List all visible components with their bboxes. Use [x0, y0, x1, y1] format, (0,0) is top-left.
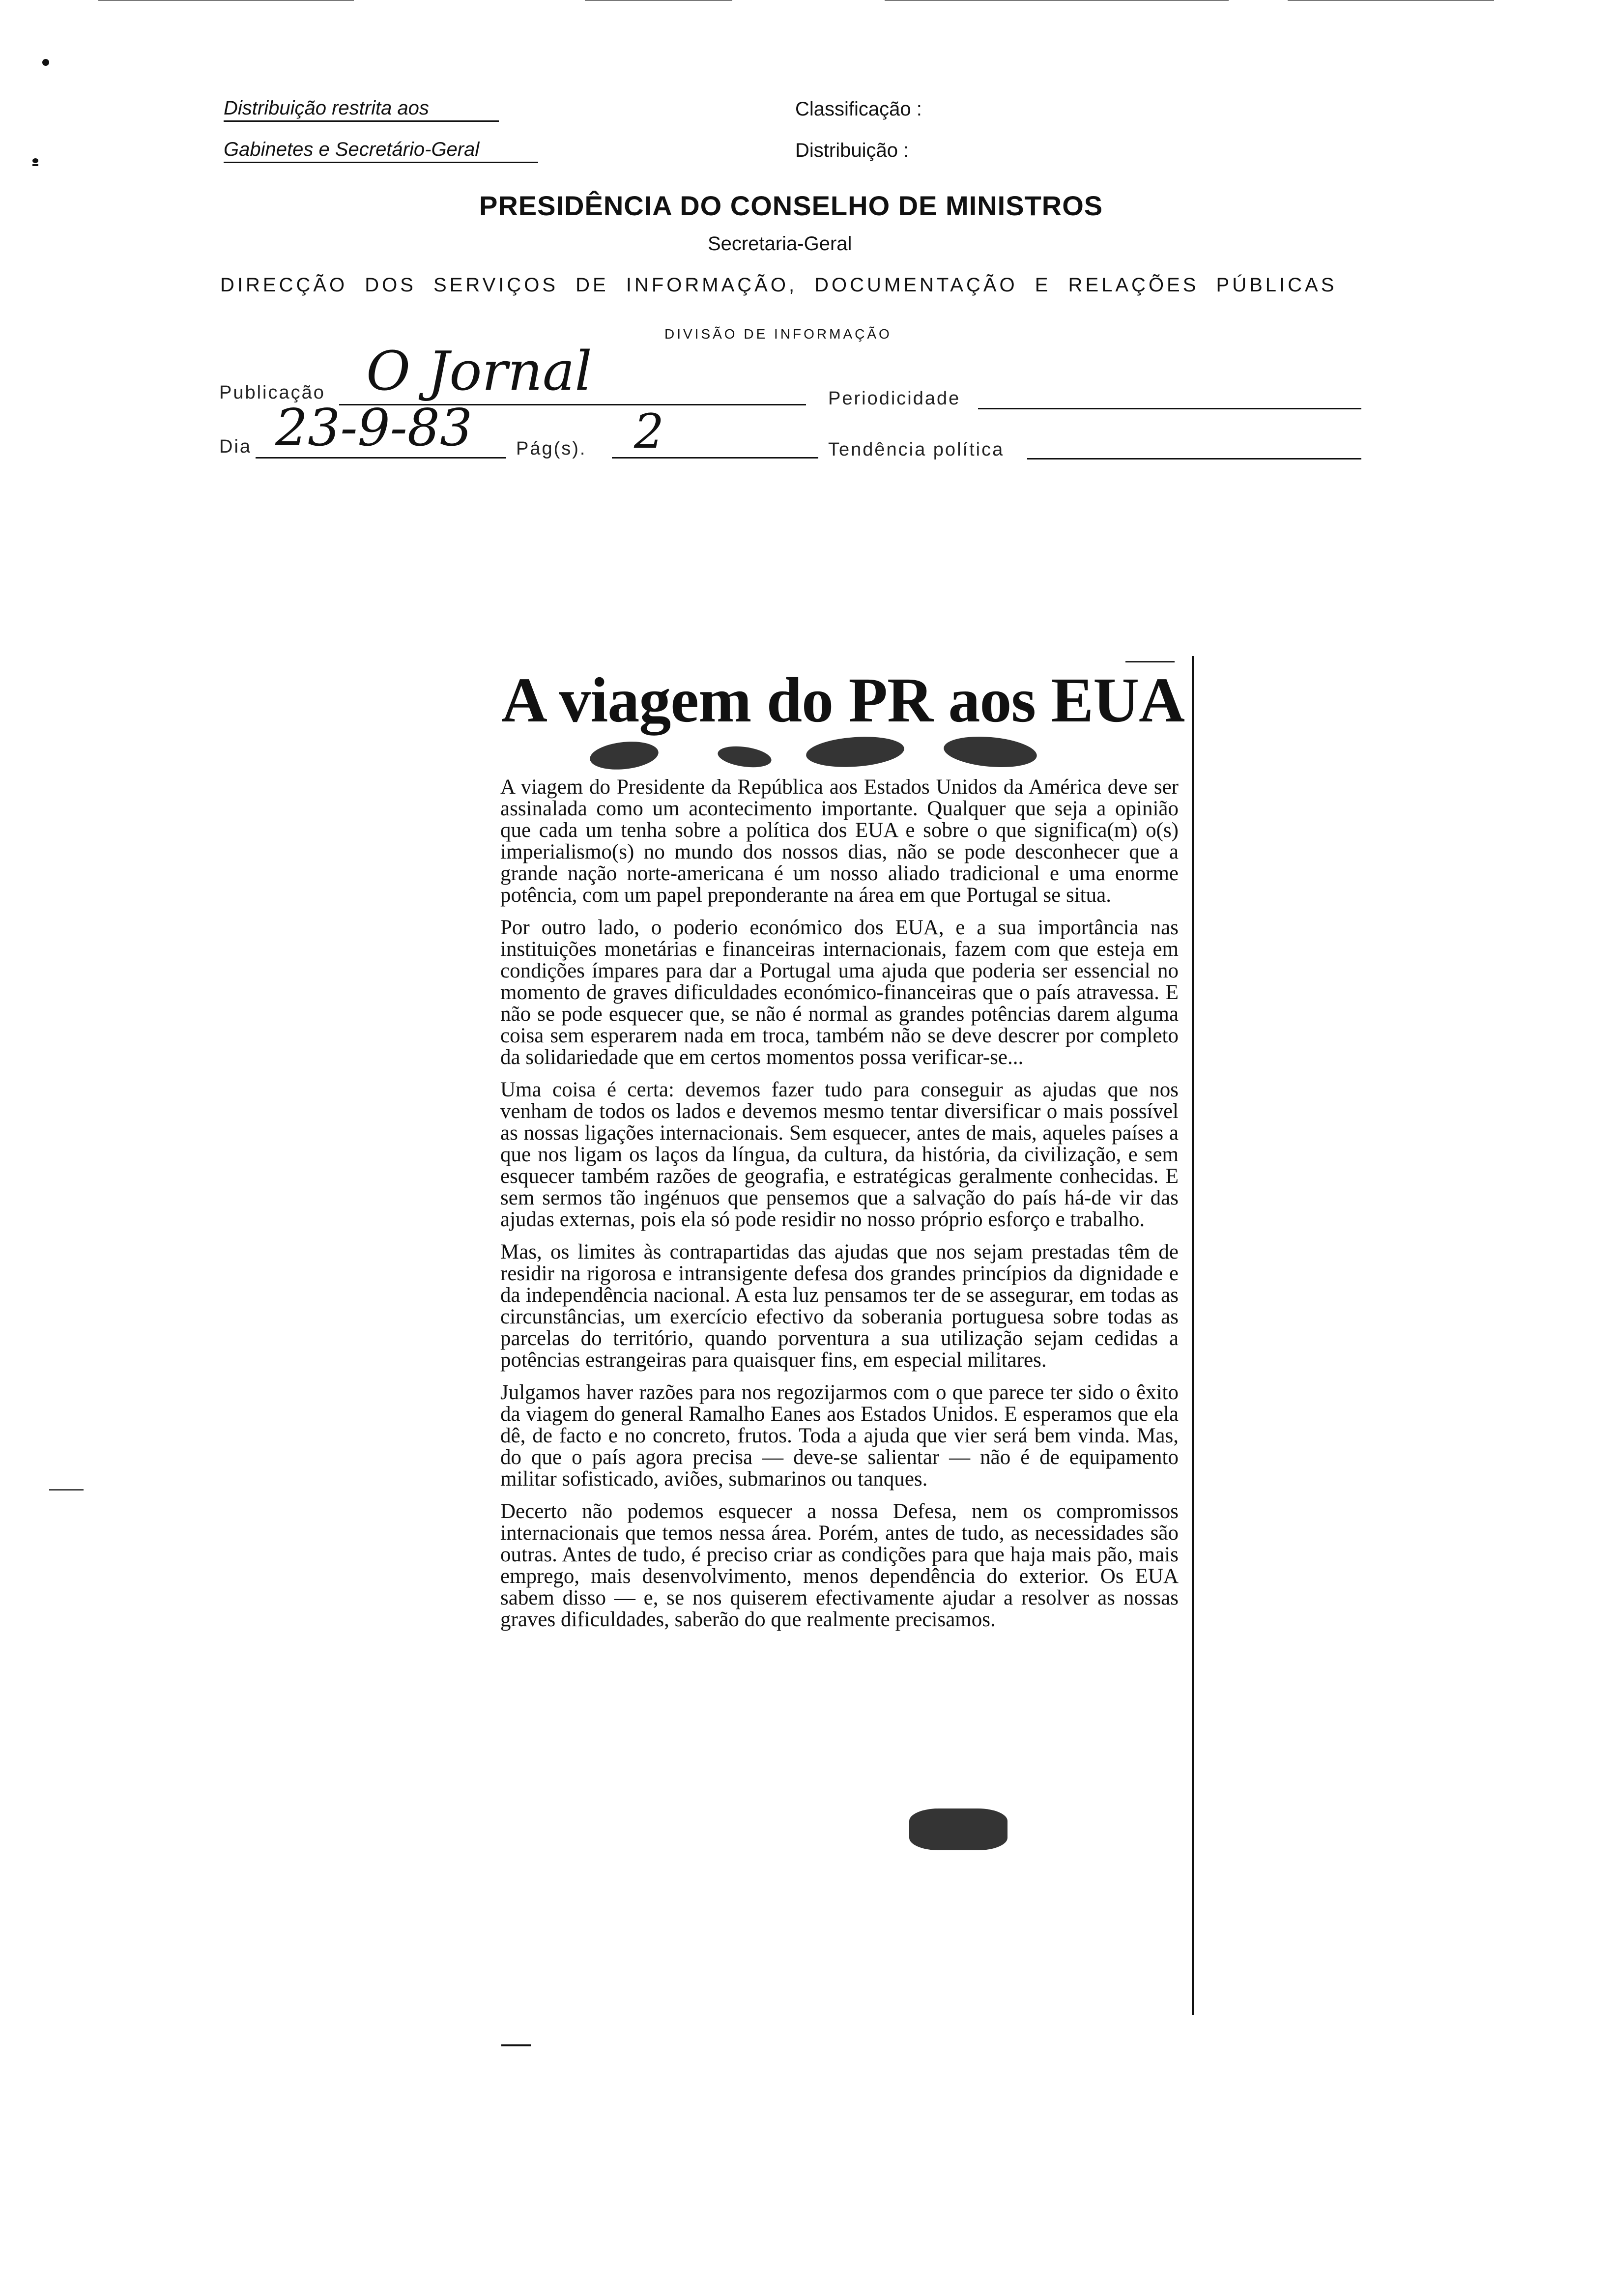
paragraph-text: Uma coisa é certa: devemos fazer tudo para conseguir as ajudas que nos venham de todos os lados e devemos mesmo tentar diversificar o mais possível as nossas ligações internacionais. Sem esquecer, antes de mais, aqueles países a que nos ligam os laços da língua, da cultura, da história, da civilização, e sem esquecer também razões de geografia, e estratégicas geralmente conhecidas. E sem sermos tão ingénuos que pensemos que a salvação do país há-de vir das ajudas externas, pois ela só pode residir no nosso próprio esforço e trabalho. [500, 1078, 1179, 1231]
ink-scribble [943, 733, 1038, 771]
margin-dash [49, 1489, 84, 1491]
scan-edge-line [1288, 0, 1494, 1]
distribuicao-label: Distribuição : [795, 140, 909, 161]
paragraph-text: Julgamos haver razões para nos regozijarmos com o que parece ter sido o êxito da viagem do general Ramalho Eanes aos Estados Unidos. E esperamos que ela dê, de facto e no concreto, frutos. Toda a ajuda que vier será bem vinda. Mas, do que o país agora precisa — deve-se salientar — não é de equipamento militar sofisticado, aviões, submarinos ou tanques. [500, 1381, 1179, 1491]
periodicidade-field-line [978, 408, 1361, 409]
periodicidade-label: Periodicidade [828, 388, 961, 409]
dia-label: Dia [219, 436, 252, 457]
ink-scribble [717, 744, 773, 771]
clipping-top-rule [1125, 661, 1175, 662]
paragraph-text: A viagem do Presidente da República aos Estados Unidos da América deve ser assinalada como um acontecimento importante. Qualquer que seja a opinião que cada um tenha sobre a política dos EUA e sobre o que significa(m) o(s) imperialismo(s) no mundo dos nossos dias, não se pode desconhecer que a grande nação norte-americana é um nosso aliado tradicional e uma enorme potência, com um papel preponderante na área em que Portugal se situa. [500, 775, 1179, 907]
article-paragraph-3 [500, 1079, 1179, 1231]
punch-mark [32, 164, 38, 166]
paragraph-text: Por outro lado, o poderio económico dos EUA, e a sua importância nas instituições monetárias e financeiras internacionais, fazem com que esteja em condições ímpares para dar a Portugal uma ajuda que poderia ser essencial no momento de graves dificuldades económico-financeiras que o país atravessa. E não se pode esquecer que, se não é normal as grandes potências darem alguma coisa sem esperarem nada em troca, também não se deve descrer por completo da solidariedade que em certos momentos possa verificar-se... [500, 916, 1179, 1069]
classificacao-label: Classificação : [795, 98, 922, 120]
publicacao-handwritten: O Jornal [366, 340, 592, 402]
article-paragraph-2 [500, 917, 1179, 1068]
article-paragraph-6 [500, 1501, 1179, 1631]
direccao-line: DIRECÇÃO DOS SERVIÇOS DE INFORMAÇÃO, DOCUMENTAÇÃO E RELAÇÕES PÚBLICAS [220, 274, 1337, 296]
scan-edge-line [98, 0, 354, 1]
article-paragraph-4 [500, 1241, 1179, 1371]
dia-handwritten: 23-9-83 [275, 398, 473, 458]
tendencia-field-line [1027, 458, 1361, 459]
punch-mark [32, 158, 38, 163]
paragraph-text: Mas, os limites às contrapartidas das ajudas que nos sejam prestadas têm de residir na rigorosa e intransigente defesa dos grandes princípios da dignidade e da independência nacional. A esta luz pensamos ter de se assegurar, em todas as circunstâncias, um exercício efectivo da soberania portuguesa sobre todas as parcelas do território, quando porventura a sua utilização sejam cedidas a potências estrangeiras para quaisquer fins, em especial militares. [500, 1240, 1179, 1372]
publicacao-label: Publicação [219, 382, 325, 403]
pags-handwritten: 2 [634, 404, 664, 459]
institution-title: PRESIDÊNCIA DO CONSELHO DE MINISTROS [479, 190, 1103, 221]
article-headline: A viagem do PR aos EUA [501, 665, 1184, 736]
clipping-right-rule [1192, 656, 1194, 2015]
scan-edge-line [585, 0, 732, 1]
article-paragraph-1 [500, 776, 1179, 906]
divisao-line: DIVISÃO DE INFORMAÇÃO [664, 326, 892, 342]
ink-blot [909, 1808, 1008, 1850]
article-paragraph-5 [500, 1382, 1179, 1490]
institution-subtitle: Secretaria-Geral [708, 233, 852, 255]
punch-mark [42, 59, 49, 66]
distribution-note-line1: Distribuição restrita aos [224, 97, 499, 122]
distribution-note-line2: Gabinetes e Secretário-Geral [224, 139, 538, 163]
tendencia-label: Tendência política [828, 439, 1005, 460]
paragraph-text: Decerto não podemos esquecer a nossa Defesa, nem os compromissos internacionais que temos nessa área. Porém, antes de tudo, as necessidades são outras. Antes de tudo, é preciso criar as condições para que haja mais pão, mais emprego, mais desenvolvimento, menos dependência do exterior. Os EUA sabem disso — e, se nos quiserem efectivamente ajudar a resolver as nossas graves dificuldades, saberão do que realmente precisamos. [500, 1500, 1179, 1631]
pags-label: Pág(s). [516, 438, 587, 459]
article-body [500, 776, 1179, 1641]
ink-scribble [589, 739, 660, 773]
ink-scribble [805, 734, 905, 770]
clipping-end-rule [501, 2044, 531, 2046]
scan-edge-line [885, 0, 1229, 1]
